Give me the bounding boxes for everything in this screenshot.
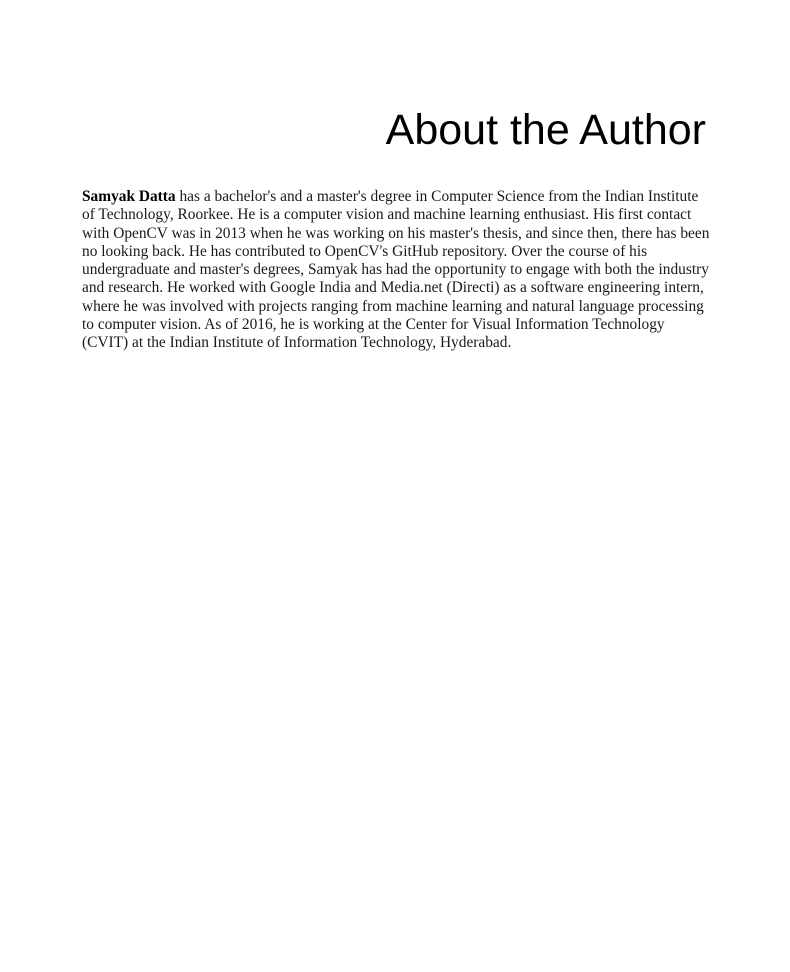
author-bio-text: has a bachelor's and a master's degree in Computer Science from the Indian Institute of Technology, Roorkee. He is a computer vision and machine learning enthusiast. His first contact with OpenCV was in 2013 when he was working on his master's thesis, and since then, there has been no looking back. He has contributed to OpenCV's GitHub repository. Over the course of his undergraduate and master's degrees, Samyak has had the opportunity to engage with both the industry and research. He worked with Google India and Media.net (Directi) as a software engineering intern, where he was involved with projects ranging from machine learning and natural language processing to computer vision. As of 2016, he is working at the Center for Visual Information Technology (CVIT) at the Indian Institute of Information Technology, Hyderabad.	[82, 188, 710, 352]
author-bio-paragraph	[82, 188, 710, 353]
page-title: About the Author	[385, 106, 706, 154]
author-name: Samyak Datta	[82, 188, 176, 205]
